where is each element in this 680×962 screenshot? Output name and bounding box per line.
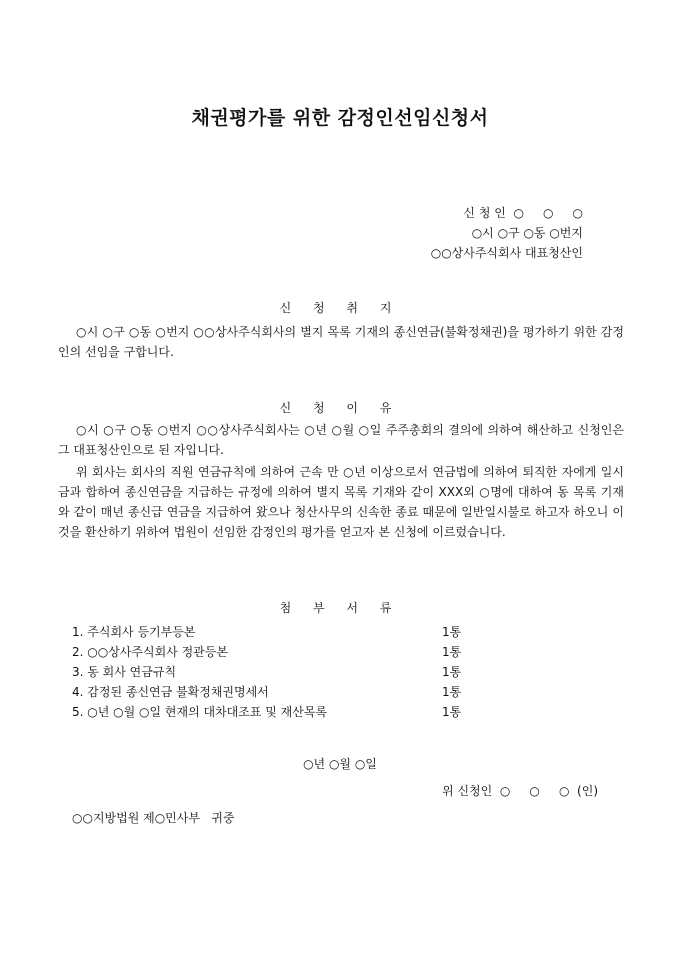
attachments-list bbox=[72, 622, 492, 722]
attachments-heading: 첨 부 서 류 bbox=[279, 601, 401, 615]
document-title: 채권평가를 위한 감정인선임신청서 bbox=[191, 107, 489, 129]
applicant-name: 신 청 인 ○ ○ ○ bbox=[463, 206, 583, 220]
purpose-section bbox=[58, 322, 624, 362]
attachment-item bbox=[72, 642, 492, 662]
attachment-count: 1통 bbox=[442, 645, 462, 659]
attachment-label: 5. ○년 ○월 ○일 현재의 대차대조표 및 재산목록 bbox=[72, 705, 328, 719]
attachment-count: 1통 bbox=[442, 665, 462, 679]
attachment-count: 1통 bbox=[442, 625, 462, 639]
reason-heading: 신 청 이 유 bbox=[279, 401, 401, 415]
court-addressee: ○○지방법원 제○민사부 귀중 bbox=[72, 811, 235, 825]
reason-paragraph: ○시 ○구 ○동 ○번지 ○○상사주식회사는 ○년 ○월 ○일 주주총회의 결의에 의하여 해산하고 신청인은 그 대표청산인으로 된 자입니다. bbox=[58, 423, 624, 457]
reason-paragraph: 위 회사는 회사의 직원 연금규칙에 의하여 근속 만 ○년 이상으로서 연금법에 의하여 퇴직한 자에게 일시금과 합하여 종신연금을 지급하는 규정에 의하여 별지 목록 기재와 같이 XXX외 ○명에 대하여 동 목록 기재와 같이 매년 종신급 연금을 지급하여 왔으나 청산사무의 신속한 종료 때문에 일반일시불로 하고자 하오니 이것을 환산하기 위하여 법원이 선임한 감정인의 평가를 얻고자 본 신청에 이르렀습니다. bbox=[58, 465, 624, 539]
attachment-item bbox=[72, 702, 492, 722]
attachment-label: 2. ○○상사주식회사 정관등본 bbox=[72, 645, 228, 659]
attachment-item bbox=[72, 682, 492, 702]
reason-section bbox=[58, 420, 624, 542]
applicant-role: ○○상사주식회사 대표청산인 bbox=[430, 246, 583, 260]
attachment-label: 4. 감정된 종신연금 불확정채권명세서 bbox=[72, 685, 269, 699]
attachment-count: 1통 bbox=[442, 685, 462, 699]
purpose-text: ○시 ○구 ○동 ○번지 ○○상사주식회사의 별지 목록 기재의 종신연금(불확정채권)을 평가하기 위한 감정인의 선임을 구합니다. bbox=[58, 325, 624, 359]
attachment-count: 1통 bbox=[442, 705, 462, 719]
applicant-address: ○시 ○구 ○동 ○번지 bbox=[471, 226, 583, 240]
document-date: ○년 ○월 ○일 bbox=[303, 757, 377, 771]
attachment-label: 1. 주식회사 등기부등본 bbox=[72, 625, 196, 639]
attachment-item bbox=[72, 662, 492, 682]
applicant-block bbox=[431, 203, 583, 263]
attachment-item bbox=[72, 622, 492, 642]
signer-line: 위 신청인 ○ ○ ○ (인) bbox=[442, 784, 598, 798]
attachment-label: 3. 동 회사 연금규칙 bbox=[72, 665, 177, 679]
purpose-heading: 신 청 취 지 bbox=[279, 301, 401, 315]
